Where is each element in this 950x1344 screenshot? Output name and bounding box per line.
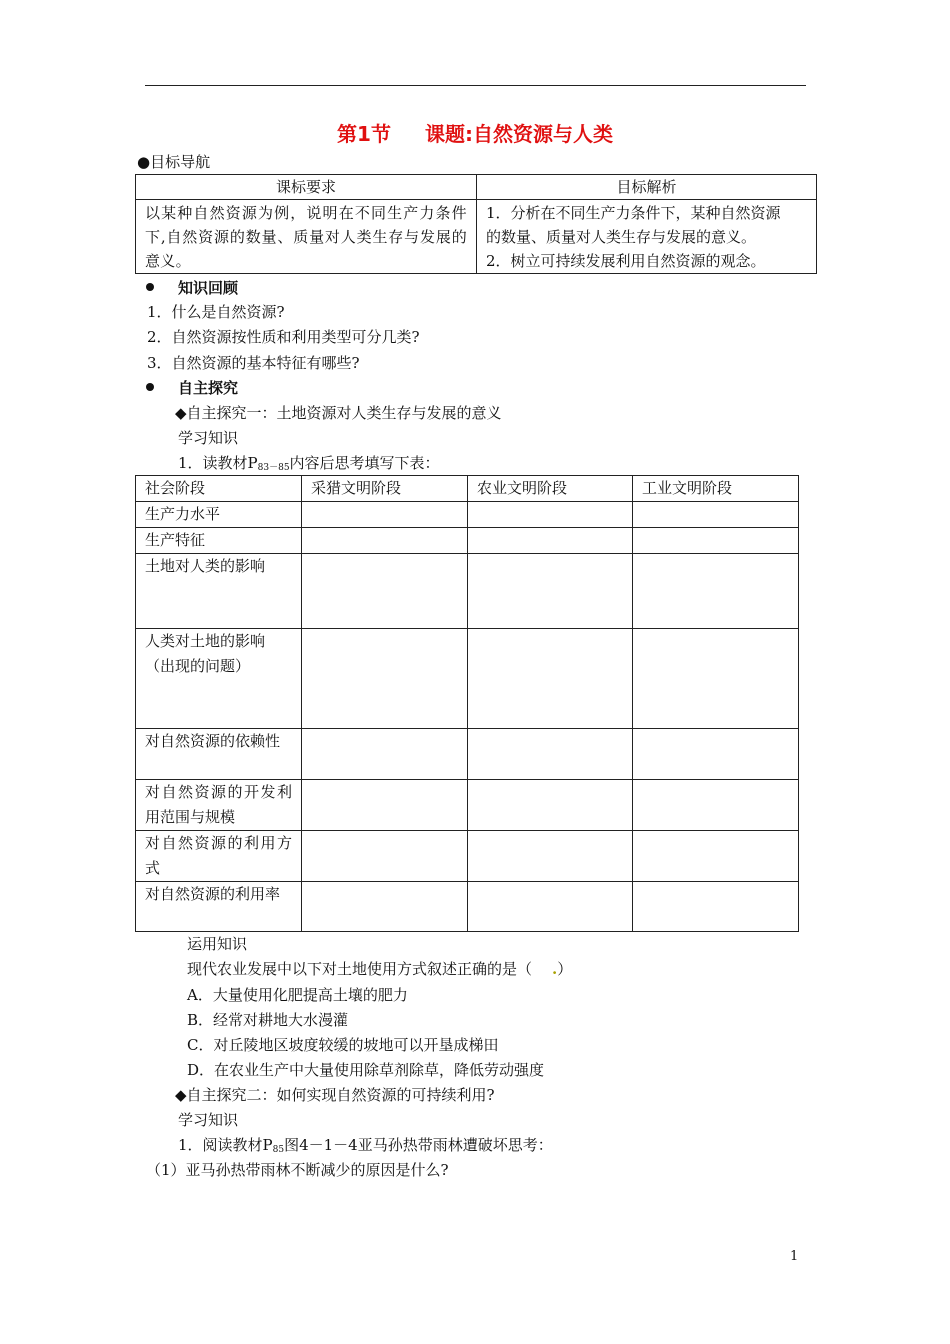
table-cell <box>633 554 799 629</box>
stage-header: 社会阶段 <box>136 476 302 502</box>
sub-question: （1）亚马孙热带雨林不断减少的原因是什么? <box>146 1161 449 1179</box>
goal-col2-line: 1．分析在不同生产力条件下，某种自然资源 <box>486 204 781 222</box>
stage-table <box>135 475 799 932</box>
option-c: C．对丘陵地区坡度较缓的坡地可以开垦成梯田 <box>187 1036 499 1054</box>
option-d: D．在农业生产中大量使用除草剂除草，降低劳动强度 <box>187 1061 545 1079</box>
stage-row-label: 生产力水平 <box>136 502 302 528</box>
review-item: 1．什么是自然资源? <box>147 303 285 321</box>
stage-header: 工业文明阶段 <box>633 476 799 502</box>
table-cell <box>468 780 633 831</box>
review-item: 2．自然资源按性质和利用类型可分几类? <box>147 328 420 346</box>
table-cell <box>468 554 633 629</box>
option-b: B．经常对耕地大水漫灌 <box>187 1011 349 1029</box>
table-cell <box>302 554 468 629</box>
learn-label: 学习知识 <box>178 429 239 447</box>
stage-row-label: 对自然资源的依赖性 <box>136 729 302 780</box>
table-cell <box>302 528 468 554</box>
goal-nav-heading: ●目标导航 <box>137 153 211 171</box>
stage-header: 农业文明阶段 <box>468 476 633 502</box>
option-a: A．大量使用化肥提高土壤的肥力 <box>187 986 408 1004</box>
table-cell <box>302 729 468 780</box>
goal-col1-header: 课标要求 <box>136 175 477 200</box>
task2-instruction: 1．阅读教材$P_{85}$图4－1－4亚马孙热带雨林遭破坏思考： <box>178 1136 553 1155</box>
stage-row-label: 人类对土地的影响（出现的问题） <box>136 629 302 729</box>
table-cell <box>302 629 468 729</box>
goal-col2-header: 目标解析 <box>477 175 817 200</box>
table-cell <box>468 528 633 554</box>
table-cell <box>302 502 468 528</box>
goal-table <box>135 174 817 274</box>
goal-col2-line: 2．树立可持续发展利用自然资源的观念。 <box>486 252 766 270</box>
goal-col2-text <box>477 200 817 274</box>
stage-row-label: 生产特征 <box>136 528 302 554</box>
review-heading: 知识回顾 <box>178 279 239 297</box>
table-cell <box>633 831 799 882</box>
header-rule <box>145 85 806 86</box>
table-cell <box>633 528 799 554</box>
explore-heading: 自主探究 <box>178 379 239 397</box>
stage-row-label: 土地对人类的影响 <box>136 554 302 629</box>
table-cell <box>633 502 799 528</box>
table-cell <box>468 882 633 932</box>
table-cell <box>468 502 633 528</box>
stage-row-label: 对自然资源的利用方式 <box>136 831 302 882</box>
table-cell <box>468 729 633 780</box>
goal-col2-line: 的数量、质量对人类生存与发展的意义。 <box>486 228 757 246</box>
table-cell <box>302 780 468 831</box>
bullet-icon <box>146 383 154 391</box>
question-stem: 现代农业发展中以下对土地使用方式叙述正确的是（ .） <box>187 960 573 978</box>
table-cell <box>633 780 799 831</box>
learn-label-2: 学习知识 <box>178 1111 239 1129</box>
page-number: 1 <box>790 1249 799 1264</box>
stage-header: 采猎文明阶段 <box>302 476 468 502</box>
table-cell <box>468 629 633 729</box>
stage-row-label: 对自然资源的开发利用范围与规模 <box>136 780 302 831</box>
bullet-icon <box>146 283 154 291</box>
apply-label: 运用知识 <box>187 935 248 953</box>
stage-row-label: 对自然资源的利用率 <box>136 882 302 932</box>
table-cell <box>468 831 633 882</box>
table-cell <box>633 729 799 780</box>
explore-part1-title: ◆自主探究一：土地资源对人类生存与发展的意义 <box>175 404 502 422</box>
table-cell <box>302 831 468 882</box>
review-item: 3．自然资源的基本特征有哪些? <box>147 354 360 372</box>
goal-col1-text: 以某种自然资源为例，说明在不同生产力条件下,自然资源的数量、质量对人类生存与发展的意义。 <box>136 200 477 274</box>
task-instruction: 1．读教材$P_{83-85}$内容后思考填写下表： <box>178 454 440 473</box>
title-section: 第1节 <box>337 122 391 146</box>
explore-part2-title: ◆自主探究二：如何实现自然资源的可持续利用? <box>175 1086 495 1104</box>
table-cell <box>633 629 799 729</box>
table-cell <box>302 882 468 932</box>
table-cell <box>633 882 799 932</box>
page-title <box>0 124 950 144</box>
title-topic: 课题:自然资源与人类 <box>424 122 613 146</box>
